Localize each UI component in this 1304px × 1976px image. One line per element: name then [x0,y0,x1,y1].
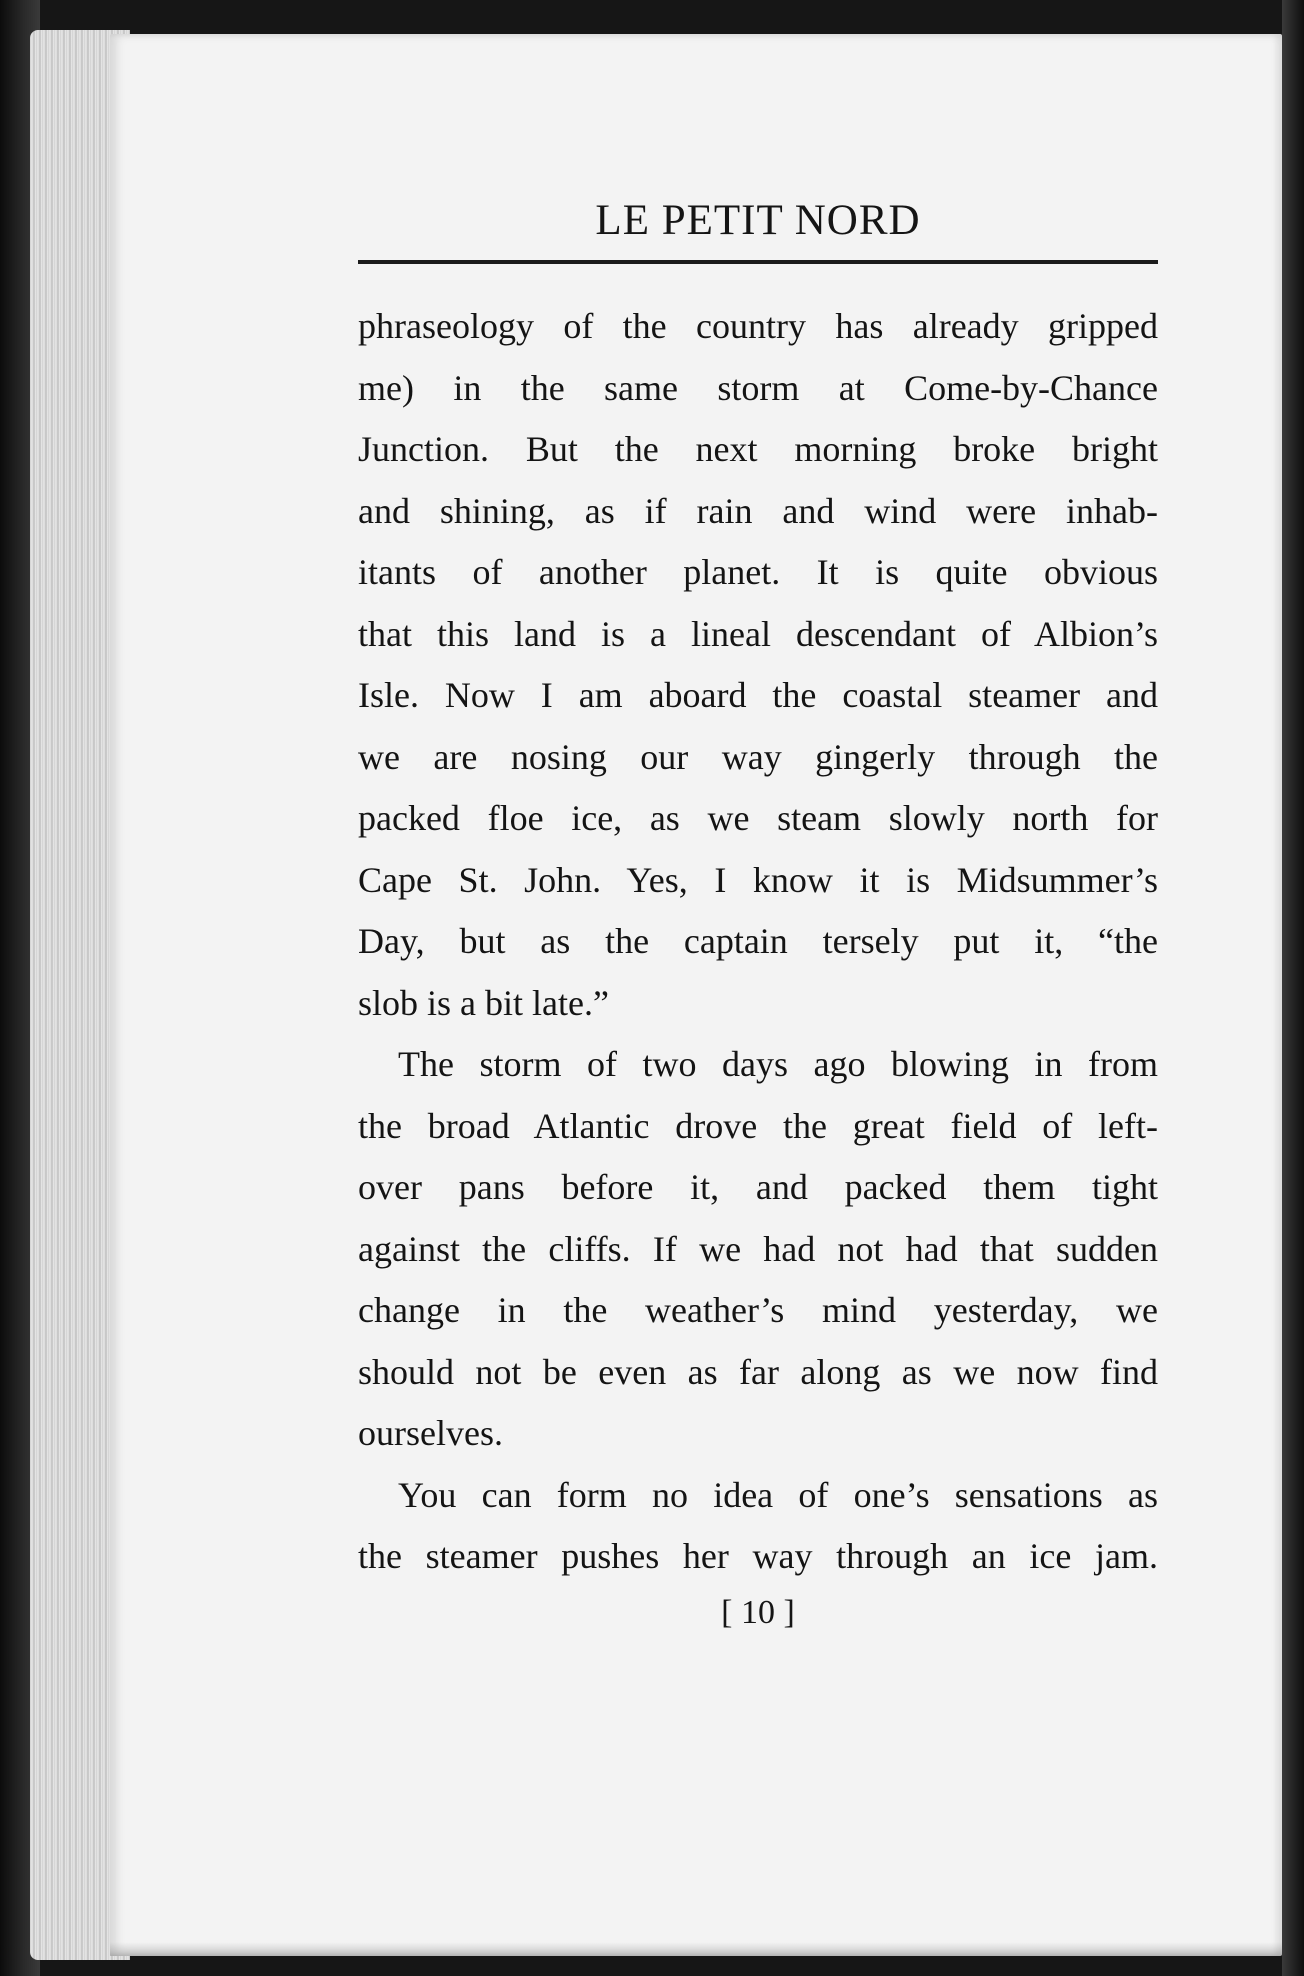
text-line: Cape St. John. Yes, I know it is Midsummer’s [358,859,1158,900]
text-line: Isle. Now I am aboard the coastal steamer and [358,675,1158,715]
text-line: we are nosing our way gingerly through the [358,736,1158,777]
text-line: phraseology of the country has already gripped [358,306,1158,346]
text-line: that this land is a lineal descendant of Albion’s [358,613,1158,654]
text-line: the steamer pushes her way through an ice jam. [358,1536,1158,1576]
text-line: ourselves. [358,1413,503,1453]
paragraph [358,296,1158,1034]
text-line: Junction. But the next morning broke bright [358,429,1158,469]
text-line: against the cliffs. If we had not had that sudden [358,1228,1158,1269]
body-text [358,296,1158,1588]
text-line: should not be even as far along as we now find [358,1351,1158,1392]
scan-border [1282,0,1304,1976]
text-line: slob is a bit late.” [358,982,609,1023]
text-line: and shining, as if rain and wind were inhab- [358,490,1158,531]
text-line: change in the weather’s mind yesterday, we [358,1290,1158,1330]
text-line: The storm of two days ago blowing in from [398,1044,1158,1084]
page-number: [ 10 ] [721,1594,795,1631]
text-line: itants of another planet. It is quite obvious [358,552,1158,592]
header-rule [358,260,1158,264]
text-line: over pans before it, and packed them tight [358,1167,1158,1207]
running-head: LE PETIT NORD [595,197,921,244]
paragraph [358,1465,1158,1588]
text-line: the broad Atlantic drove the great field of left- [358,1105,1158,1146]
text-line: Day, but as the captain tersely put it, “the [358,921,1158,961]
paragraph [358,1034,1158,1465]
text-line: me) in the same storm at Come-by-Chance [358,367,1158,408]
text-line: packed floe ice, as we steam slowly north for [358,798,1158,838]
text-line: You can form no idea of one’s sensations as [398,1474,1158,1515]
